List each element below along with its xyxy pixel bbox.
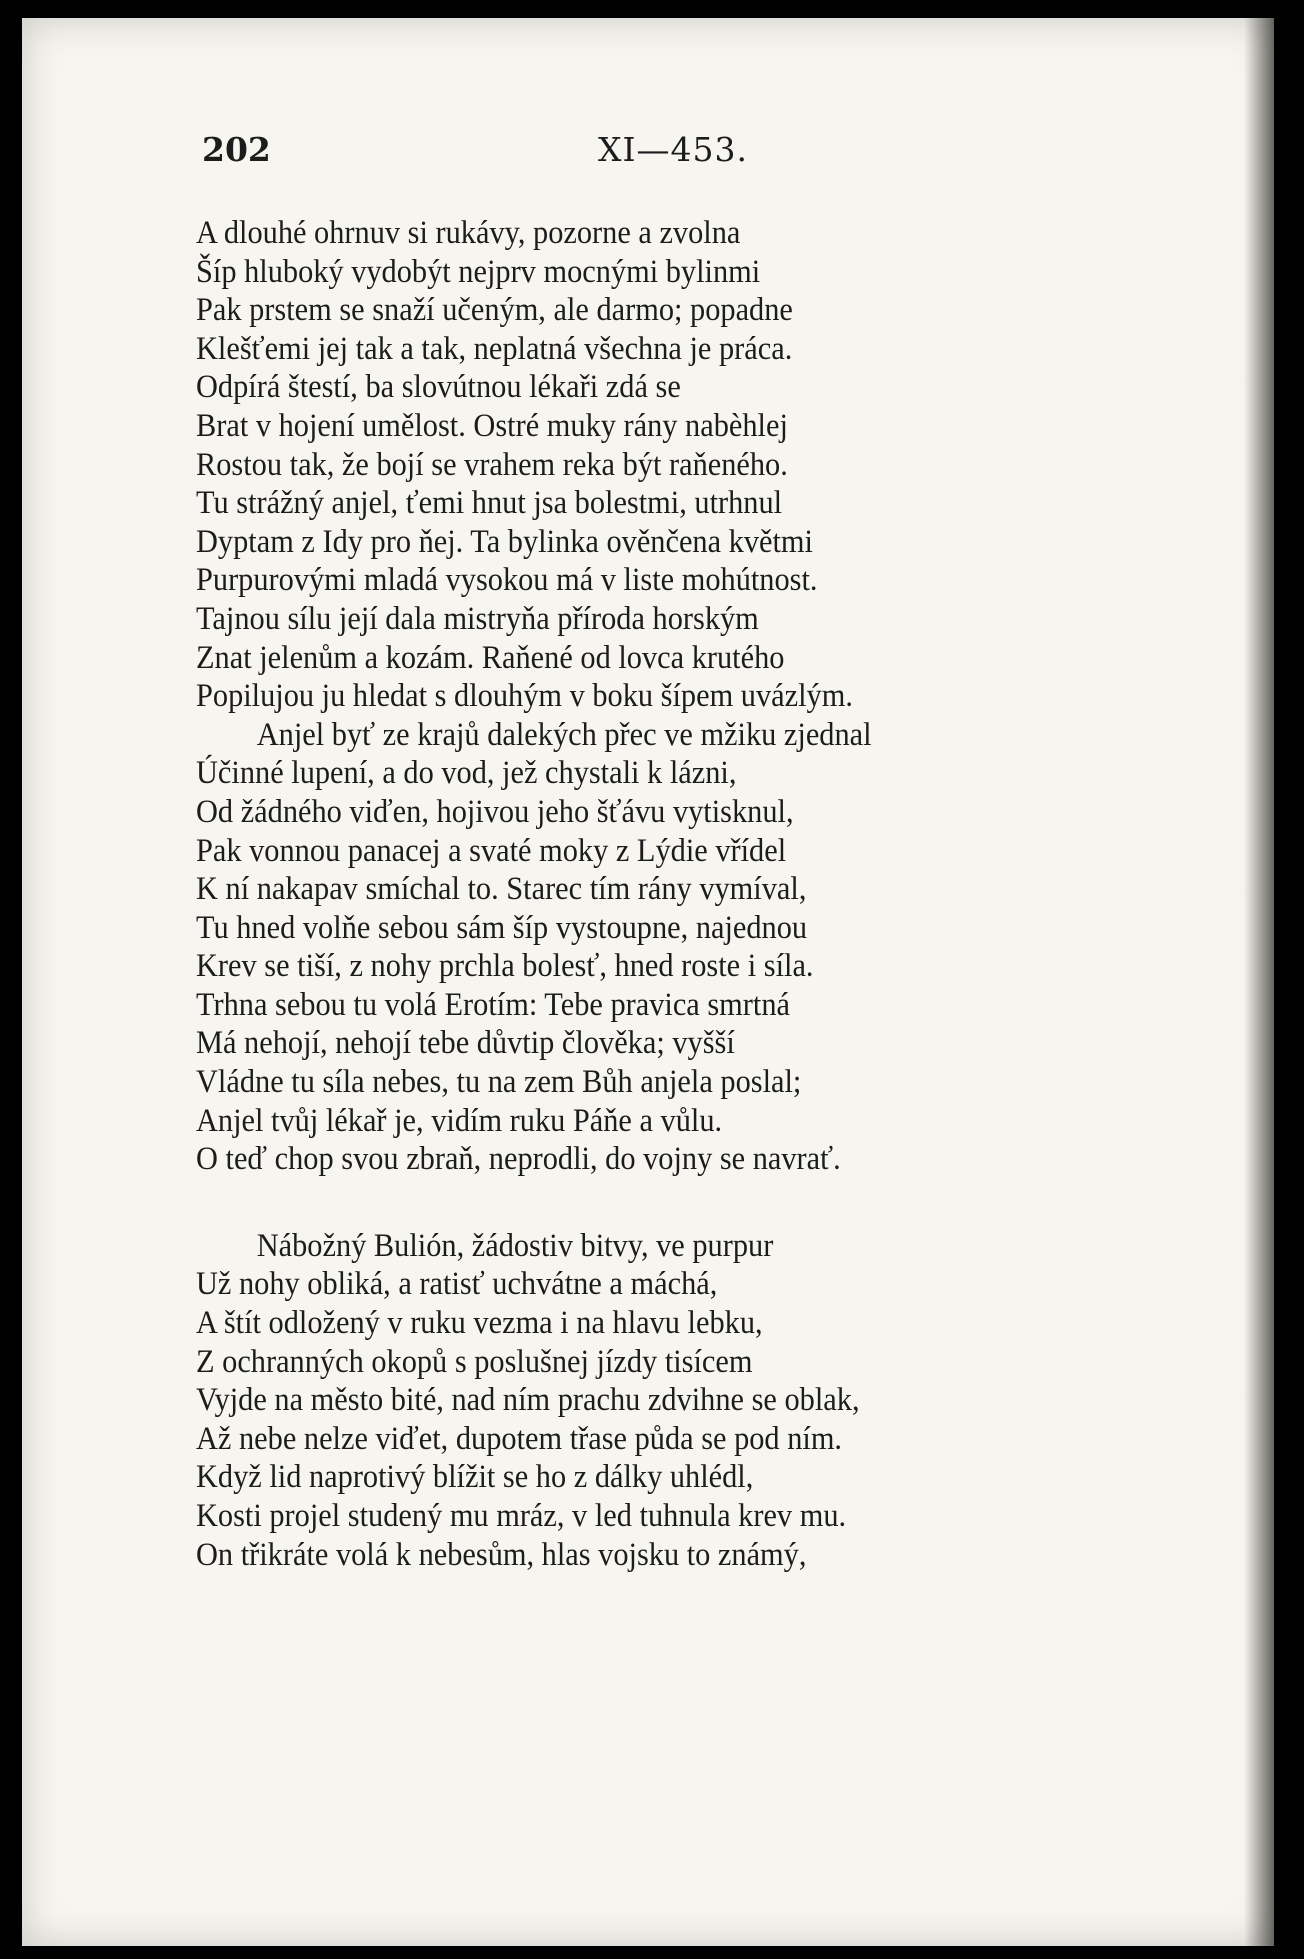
verse-line: Z ochranných okopů s poslušnej jízdy tisícem bbox=[196, 1343, 753, 1380]
poem-text bbox=[196, 214, 872, 1574]
verse-line: Má nehojí, nehojí tebe důvtip člověka; vyšší bbox=[196, 1025, 735, 1062]
verse-line: Anjel tvůj lékař je, vidím ruku Páňe a vůlu. bbox=[196, 1102, 723, 1139]
verse-line: Tu strážný anjel, ťemi hnut jsa bolestmi, utrhnul bbox=[196, 485, 783, 522]
verse-line: Vládne tu síla nebes, tu na zem Bůh anjela poslal; bbox=[196, 1064, 802, 1101]
verse-line: Účinné lupení, a do vod, jež chystali k lázni, bbox=[196, 755, 737, 792]
verse-line: Znat jelenům a kozám. Raňené od lovca krutého bbox=[196, 639, 785, 676]
verse-line: Tajnou sílu její dala mistryňa příroda horským bbox=[196, 600, 759, 637]
verse-line: O teď chop svou zbraň, neprodli, do vojny se navrať. bbox=[196, 1141, 841, 1178]
verse-line: Pak prstem se snaží učeným, ale darmo; popadne bbox=[196, 292, 793, 329]
verse-line: A dlouhé ohrnuv si rukávy, pozorne a zvolna bbox=[196, 215, 741, 251]
stanza bbox=[196, 214, 872, 1179]
verse-line: Vyjde na město bité, nad ním prachu zdvihne se oblak, bbox=[196, 1382, 860, 1419]
verse-line: Šíp hluboký vydobýt nejprv mocnými bylinmi bbox=[196, 253, 761, 290]
verse-line: K ní nakapav smíchal to. Starec tím rány vymíval, bbox=[196, 871, 807, 908]
verse-line: Nábožný Bulión, žádostiv bitvy, ve purpur bbox=[256, 1227, 774, 1264]
verse-line: On třikráte volá k nebesům, hlas vojsku to známý, bbox=[196, 1536, 807, 1573]
signature-mark: XI—453. bbox=[598, 130, 749, 169]
verse-line: Až nebe nelze viďet, dupotem třase půda se pod ním. bbox=[196, 1420, 843, 1457]
verse-line: Pak vonnou panacej a svaté moky z Lýdie vřídel bbox=[196, 832, 787, 869]
verse-line: Krev se tiší, z nohy prchla bolesť, hned roste i síla. bbox=[196, 948, 814, 985]
stanza bbox=[196, 1227, 872, 1574]
book-page bbox=[22, 18, 1274, 1946]
verse-line: Brat v hojení umělost. Ostré muky rány nabèhlej bbox=[196, 407, 788, 444]
verse-line: Odpírá štestí, ba slovútnou lékaři zdá se bbox=[196, 369, 681, 406]
verse-line: Už nohy obliká, a ratisť uchvátne a máchá, bbox=[196, 1266, 718, 1303]
verse-line: Kosti projel studený mu mráz, v led tuhnula krev mu. bbox=[196, 1498, 847, 1534]
verse-line: Purpurovými mladá vysokou má v listе mohútnost. bbox=[196, 562, 818, 599]
verse-line: Anjel byť ze krajů dalekých přec ve mžiku zjednal bbox=[256, 716, 872, 753]
page-edge-shadow bbox=[1244, 18, 1274, 1946]
verse-line: Rostou tak, že bojí se vrahem reka být raňeného. bbox=[196, 446, 788, 483]
verse-line: Klešťemi jej tak a tak, neplatná všechna je práca. bbox=[196, 330, 793, 367]
verse-line: Od žádného viďen, hojivou jeho šťávu vytisknul, bbox=[196, 793, 794, 830]
verse-line: Když lid naprotivý blížit se ho z dálky uhlédl, bbox=[196, 1459, 754, 1496]
verse-line: Dyptam z Idy pro ňej. Ta bylinka ověnčena květmi bbox=[196, 523, 813, 560]
verse-line: Popilujou ju hledat s dlouhým v boku šípem uvázlým. bbox=[196, 678, 853, 715]
verse-line: Trhna sebou tu volá Erotím: Tebe pravica smrtná bbox=[196, 986, 791, 1023]
verse-line: A štít odložený v ruku vezma i na hlavu lebku, bbox=[196, 1305, 763, 1342]
verse-line: Tu hned volňe sebou sám šíp vystoupne, najednou bbox=[196, 909, 808, 946]
page-number: 202 bbox=[202, 130, 271, 169]
